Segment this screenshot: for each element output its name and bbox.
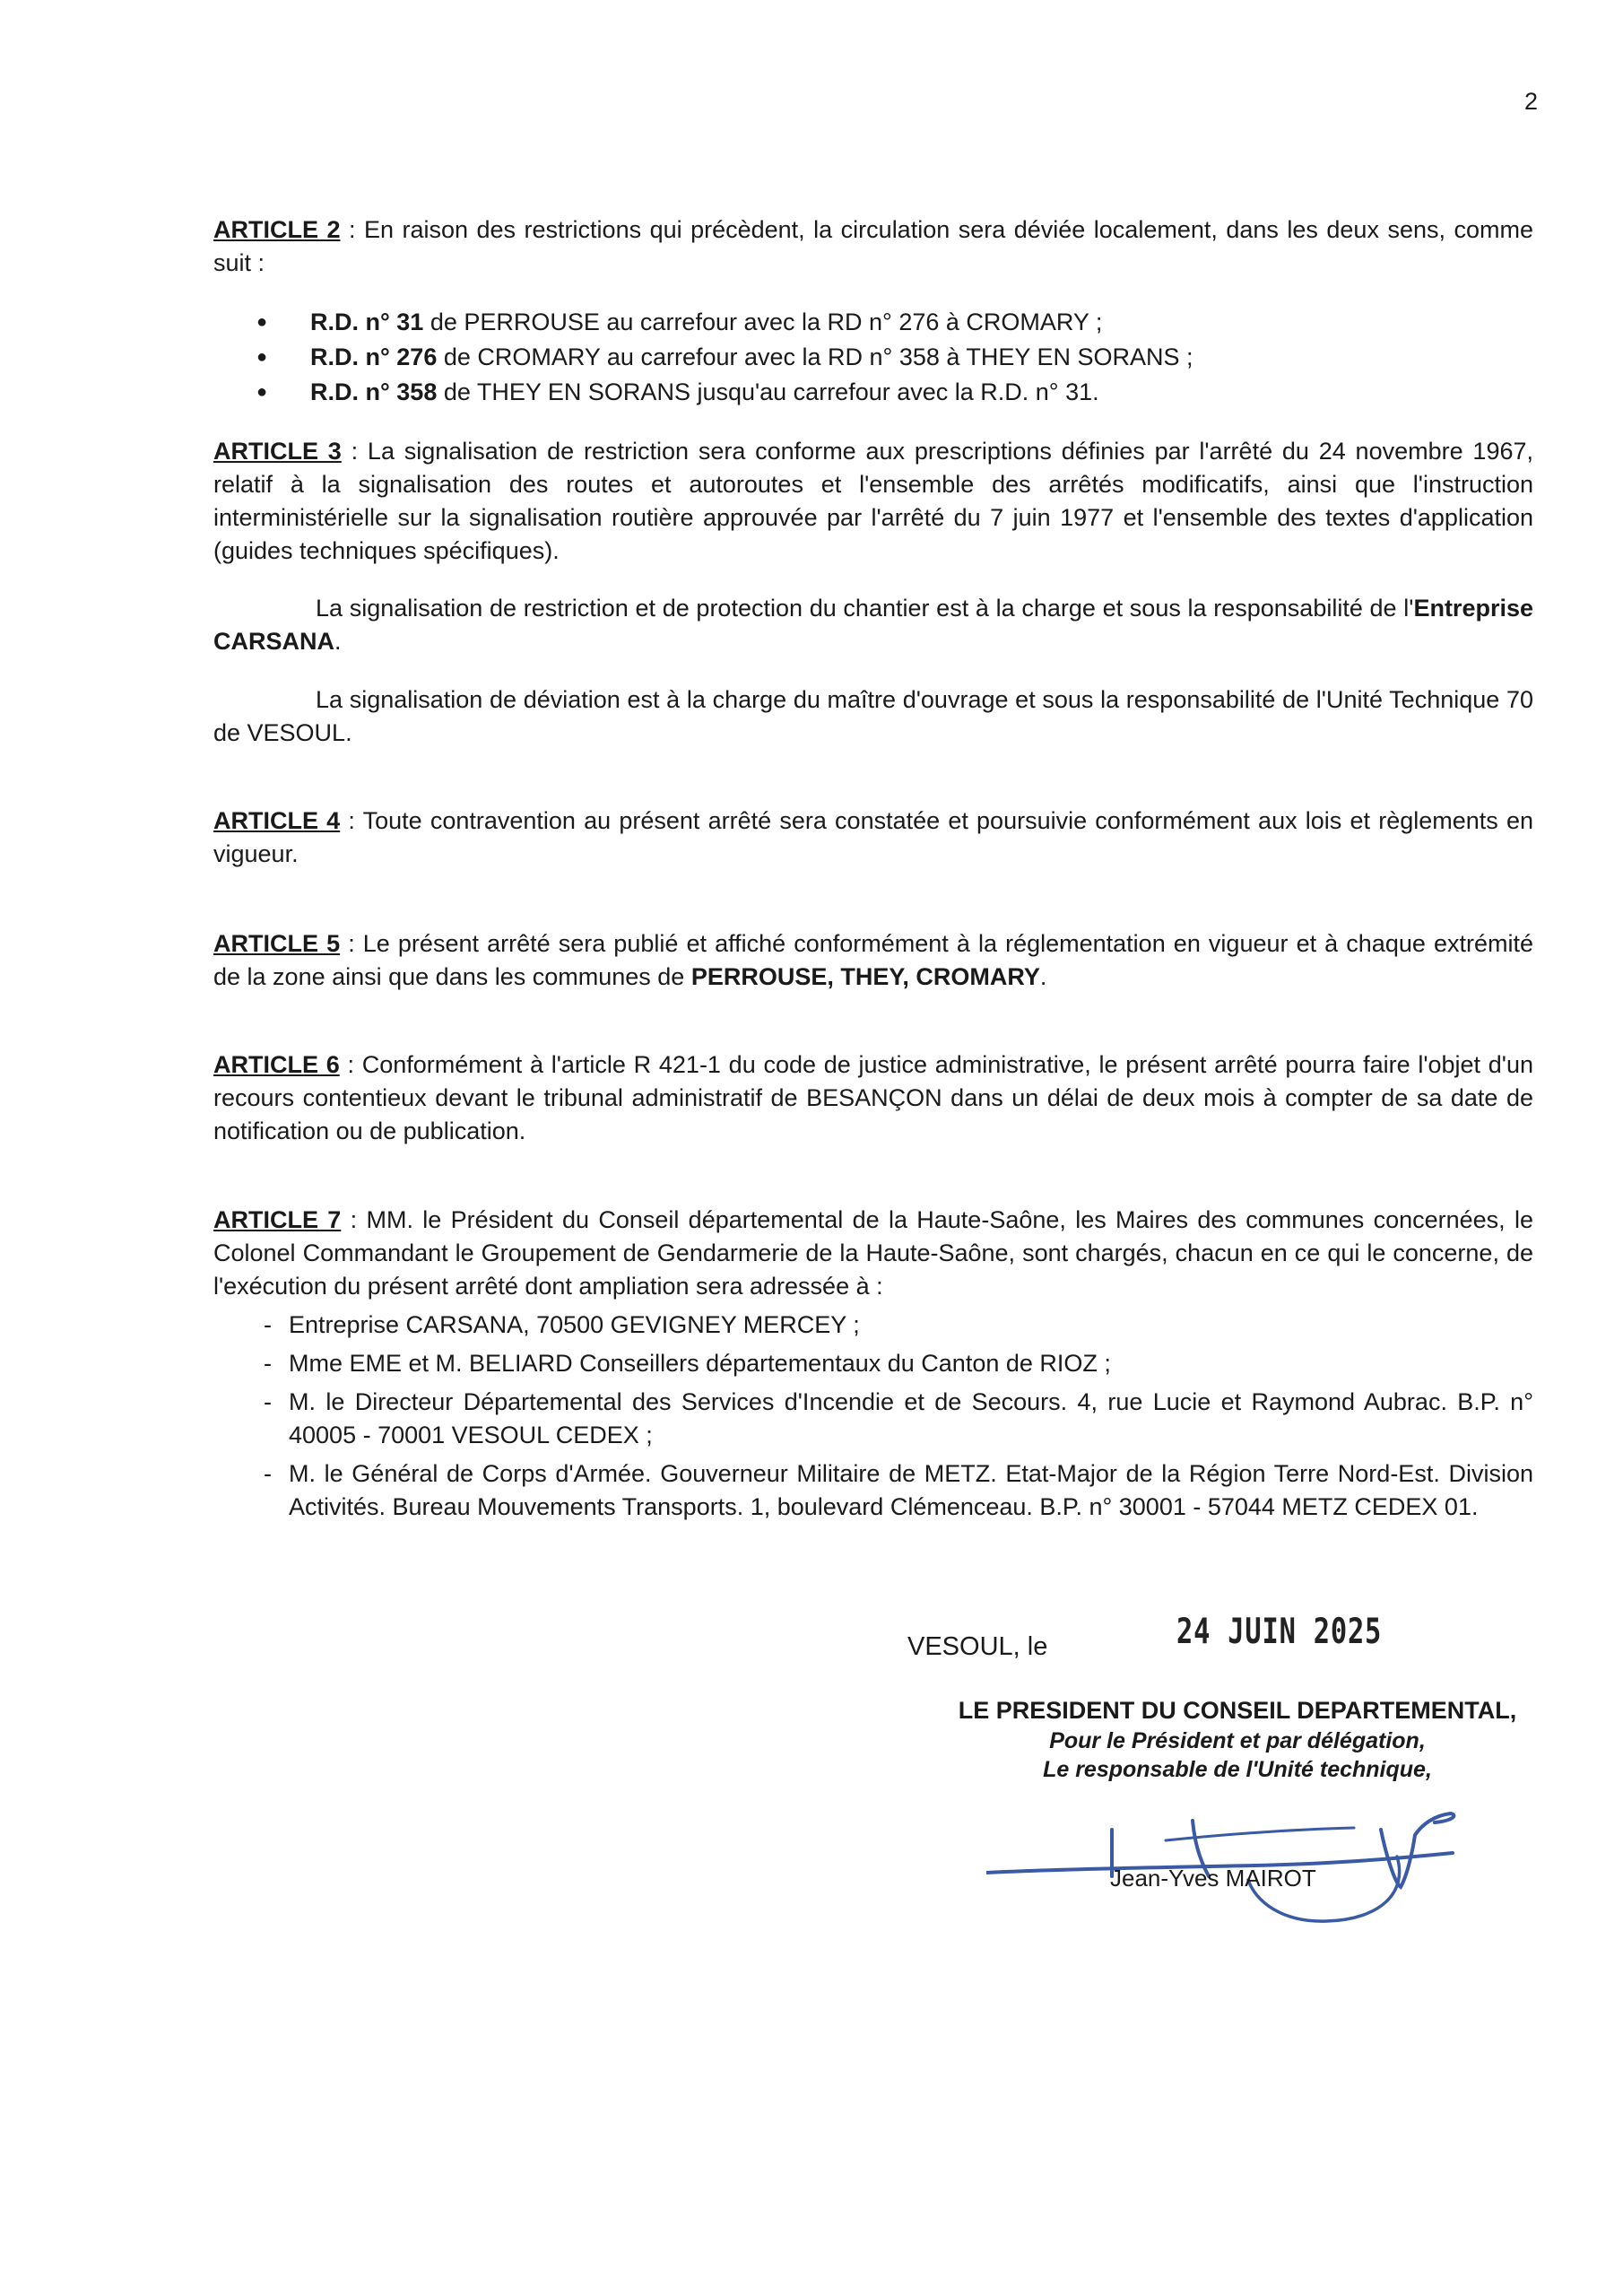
- list-item: [213, 1457, 1533, 1524]
- route-text: de CROMARY au carrefour avec la RD n° 358 à THEY EN SORANS ;: [437, 344, 1193, 370]
- recipient-text: M. le Directeur Départemental des Services d'Incendie et de Secours. 4, rue Lucie et Raymond Aubrac. B.P. n° 40005 - 70001 VESOUL CEDEX ;: [289, 1388, 1533, 1448]
- route-text: de PERROUSE au carrefour avec la RD n° 276 à CROMARY ;: [423, 309, 1103, 335]
- article-4-label: ARTICLE 4: [213, 807, 341, 834]
- article-3-label: ARTICLE 3: [213, 438, 342, 465]
- article-4-paragraph: [213, 804, 1533, 871]
- article-5-text: : Le présent arrêté sera publié et affiché conformément à la réglementation en vigueur et à chaque extrémité de la zone ainsi que dans les communes de: [213, 930, 1533, 990]
- article-2-paragraph: [213, 213, 1533, 280]
- dash-icon: -: [264, 1460, 272, 1487]
- recipient-list: [213, 1309, 1533, 1524]
- signature-block: [924, 1695, 1551, 1784]
- article-7-label: ARTICLE 7: [213, 1206, 342, 1233]
- bullet-icon: ●: [256, 382, 268, 402]
- dash-icon: -: [264, 1350, 272, 1377]
- article-7-block: [213, 1204, 1533, 1524]
- article-6-text: : Conformément à l'article R 421-1 du code de justice administrative, le présent arrêté pourra faire l'objet d'un recours contentieux devant le tribunal administratif de BESANÇON dans un délai de deux mois à compter de sa date de notification ou de publication.: [213, 1051, 1533, 1144]
- article-3-para2-end: .: [334, 628, 342, 655]
- signer-name: Jean-Yves MAIROT: [1110, 1865, 1316, 1892]
- list-item: [213, 375, 1533, 410]
- list-item: [213, 1309, 1533, 1342]
- article-3-para2-text: La signalisation de restriction et de protection du chantier est à la charge et sous la responsabilité de l': [316, 595, 1414, 622]
- road-number: R.D. n° 276: [310, 344, 438, 370]
- bullet-icon: ●: [256, 312, 268, 332]
- delegation-line: Pour le Président et par délégation,: [1049, 1728, 1426, 1753]
- article-6-paragraph: [213, 1048, 1533, 1148]
- detour-route-list: [213, 305, 1533, 410]
- article-3-paragraph-2: [213, 592, 1533, 658]
- handwritten-signature: [986, 1794, 1471, 1928]
- article-2-label: ARTICLE 2: [213, 216, 341, 243]
- recipient-text: Mme EME et M. BELIARD Conseillers départementaux du Canton de RIOZ ;: [289, 1350, 1111, 1377]
- article-3-company: Entreprise CARSANA: [213, 595, 1533, 655]
- dash-icon: -: [264, 1311, 272, 1338]
- list-item: [213, 305, 1533, 340]
- article-5-paragraph: [213, 927, 1533, 994]
- signatory-title: LE PRESIDENT DU CONSEIL DEPARTEMENTAL,: [958, 1697, 1517, 1724]
- dash-icon: -: [264, 1388, 272, 1415]
- role-line: Le responsable de l'Unité technique,: [1043, 1757, 1432, 1782]
- list-item: [213, 340, 1533, 375]
- page-number: 2: [1524, 88, 1539, 115]
- bullet-icon: ●: [256, 347, 268, 367]
- place-label: VESOUL, le: [907, 1632, 1048, 1661]
- article-3-paragraph: [213, 435, 1533, 568]
- article-5-end: .: [1039, 963, 1047, 990]
- list-item: [213, 1347, 1533, 1380]
- road-number: R.D. n° 31: [310, 309, 424, 335]
- article-7-text: : MM. le Président du Conseil départemental de la Haute-Saône, les Maires des communes concernées, le Colonel Commandant le Groupement de Gendarmerie de la Haute-Saône, sont chargés, chacun en ce qui le concerne, de l'exécution du présent arrêté dont ampliation sera adressée à :: [213, 1206, 1533, 1300]
- date-stamp: 24 JUIN 2025: [1176, 1612, 1383, 1652]
- article-3-paragraph-3: La signalisation de déviation est à la charge du maître d'ouvrage et sous la responsabilité de l'Unité Technique 70 de VESOUL.: [213, 686, 1533, 746]
- article-5-label: ARTICLE 5: [213, 930, 341, 957]
- article-2-text: : En raison des restrictions qui précèdent, la circulation sera déviée localement, dans les deux sens, comme suit :: [213, 216, 1533, 276]
- article-6-label: ARTICLE 6: [213, 1051, 340, 1078]
- article-4-text: : Toute contravention au présent arrêté sera constatée et poursuivie conformément aux lois et règlements en vigueur.: [213, 807, 1533, 867]
- list-item: [213, 1386, 1533, 1452]
- article-3-text: : La signalisation de restriction sera conforme aux prescriptions définies par l'arrêté du 24 novembre 1967, relatif à la signalisation des routes et autoroutes et l'ensemble des arrêtés modificatifs, ainsi que l'instruction interministérielle sur la signalisation routière approuvée par l'arrêté du 7 juin 1977 et l'ensemble des textes d'application (guides techniques spécifiques).: [213, 438, 1533, 564]
- recipient-text: M. le Général de Corps d'Armée. Gouverneur Militaire de METZ. Etat-Major de la Région Terre Nord-Est. Division Activités. Bureau Mouvements Transports. 1, boulevard Clémenceau. B.P. n° 30001 - 57044 METZ CEDEX 01.: [289, 1460, 1533, 1520]
- route-text: de THEY EN SORANS jusqu'au carrefour avec la R.D. n° 31.: [437, 378, 1099, 405]
- article-7-paragraph: [213, 1204, 1533, 1303]
- recipient-text: Entreprise CARSANA, 70500 GEVIGNEY MERCEY ;: [289, 1311, 860, 1338]
- article-5-communes: PERROUSE, THEY, CROMARY: [690, 963, 1040, 990]
- road-number: R.D. n° 358: [310, 378, 438, 405]
